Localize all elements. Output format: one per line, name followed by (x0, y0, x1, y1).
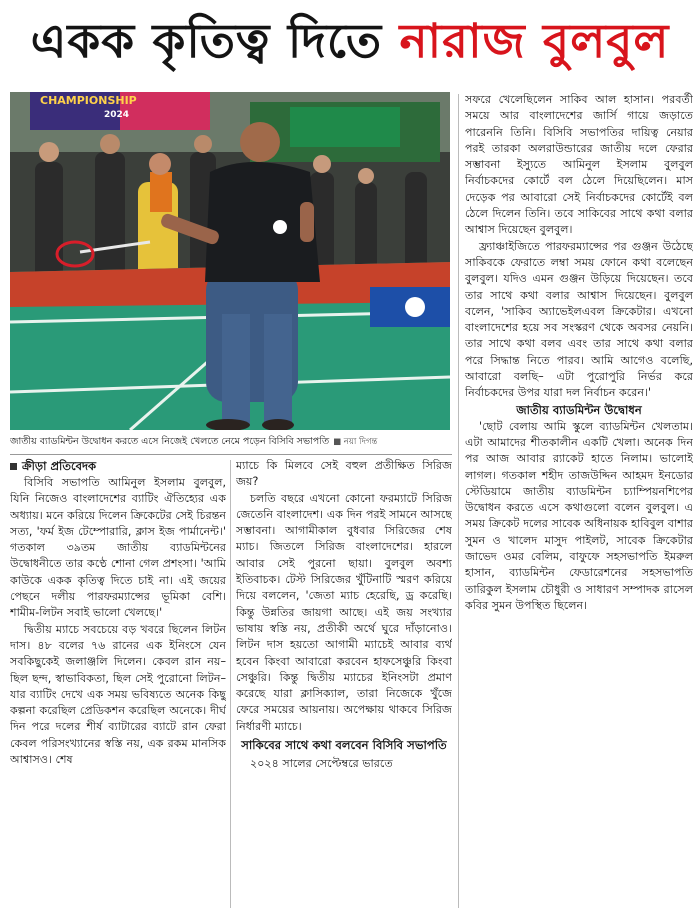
bullet-square-icon (10, 463, 17, 470)
photo-caption (10, 432, 452, 452)
paragraph: চলতি বছরে এখনো কোনো ফরম্যাটে সিরিজ জেতেনি বাংলাদেশ। এক দিন পরই সামনে আসছে সম্ভাবনা। আগামীকাল বুধবার সিরিজের শেষ ম্যাচ। জিতলে সিরিজ বাংলাদেশের। হারলে আবার সেই পুরনো ছায়া। বুলবুল অবশ্য ইতিবাচক। টেস্ট সিরিজের খুঁটিনাটি স্মরণ করিয়ে দিয়ে বললেন, 'জেতা ম্যাচ হেরেছি, ড্র করেছি। কিন্তু উন্নতির জায়গা আছে। এই জয় সংখ্যার ভাষায় স্বস্তি নয়, প্রতীকী অর্থে ঘুরে দাঁড়ানোও। লিটন দাস হয়তো আগামী ম্যাচেই আবার ব্যর্থ হবেন কিংবা আবারো করবেন হাফসেঞ্চুরি কিংবা সেঞ্চুরি। কিন্তু দ্বিতীয় ম্যাচের ইনিংসটা প্রমাণ করেছে যারা ক্লাসিক্যাল, তারা নিজেকে খুঁজে ফেরে সময়ের আয়নায়। অপেক্ষায় থাকবে সিরিজ নির্ধারণী ম্যাচে। (236, 491, 452, 733)
paragraph: 'ছোট বেলায় আমি স্কুলে ব্যাডমিন্টন খেলতাম। এটা আমাদের শীতকালীন একটি খেলা। অনেক দিন পর আজ আবার র‌্যাকেট হাতে নিলাম। ভালোই লাগল। গতকাল শহীদ তাজউদ্দিন আহমদ ইনডোর স্টেডিয়ামে জাতীয় ব্যাডমিন্টন চ্যাম্পিয়নশিপের উদ্বোধন করতে এসে কথাগুলো বলেন বুলবুল। এ সময় ক্রিকেট দলের সাবেক অধিনায়ক হাবিবুল বাশার সুমন ও খালেদ মাসুদ পাইলট, সাবেক ক্রিকেটার জাভেদ ওমর বেলিম, বাফুফে সহসভাপতি ইমরুল হাসান, ব্যাডমিন্টন ফেডারেশনের সহসভাপতি তারিকুল ইসলাম চৌধুরী ও সাধারণ সম্পাদক রাসেল কবির সুমন উপস্থিত ছিলেন। (465, 419, 693, 612)
subheading-shakib: সাকিবের সাথে কথা বলবেন বিসিবি সভাপতি (241, 738, 447, 753)
caption-divider (10, 454, 452, 455)
column-divider (458, 94, 459, 908)
headline (0, 0, 700, 84)
headline-part-black: একক কৃতিত্ব দিতে (30, 14, 400, 69)
banner-year: 2024 (104, 110, 130, 120)
article-column-1 (10, 458, 226, 910)
paragraph: দ্বিতীয় ম্যাচে সবচেয়ে বড় খবরে ছিলেন লিটন দাস। ৪৮ বলের ৭৬ রানের এক ইনিংসে যেন সবকিছুকেই জলাঞ্জলি দিলেন। কেবল রান নয়– ছিল ছন্দ, স্বাভাবিকতা, ছিল সেই পুরোনো লিটন– যার ব্যাটিং দেখে এক সময় ভবিষ্যতে অনেক কিছু কল্পনা করেছিল প্রেডিকশন করেছিল অনেকে। দীর্ঘ দিন পরে দলের শীর্ষ ব্যাটারের ব্যাটে রান ফেরা কেবল পরিসংখ্যানের স্বস্তি নয়, এক রকম মানসিক আশ্বাসও। শেষ (10, 622, 226, 767)
subheading-badminton: জাতীয় ব্যাডমিন্টন উদ্বোধন (516, 402, 642, 417)
article-column-3 (465, 92, 693, 910)
byline-text: ক্রীড়া প্রতিবেদক (22, 459, 97, 473)
headline-part-red: নারাজ বুলবুল (399, 14, 670, 69)
news-photo (10, 92, 450, 430)
paragraph: ফ্র্যাঞ্চাইজিতে পারফরম্যান্সের পর গুঞ্জন উঠেছে সাকিবকে ফেরাতে লম্বা সময় ফোনে কথা বলেছেন বুলবুল। যদিও এমন গুঞ্জন উড়িয়ে দিয়েছেন। তবে তার সাথে কথা বলার আশ্বাস দিয়েছেন। বুলবুল বলেন, 'সাকিব অ্যাভেইলএবল ক্রিকেটার। এখনো বাংলাদেশের হয়ে সব সংস্করণ থেকে অবসর নেয়নি। তার সাথে কথা বলব এবং তার সাথে কথা বলার পরে সিদ্ধান্ত নিতে পারব। আমি আগেও বলেছি, আবারো বলছি– এটা পুরোপুরি নির্ভর করে নির্বাচকদের উপর যারা দল নির্বাচন করেন।' (465, 239, 693, 400)
paragraph: ম্যাচে কি মিলবে সেই বহুল প্রতীক্ষিত সিরিজ জয়? (236, 459, 452, 489)
column-divider (230, 460, 231, 908)
photo-credit: ■ নয়া দিগন্ত (333, 437, 378, 447)
byline (10, 458, 226, 475)
caption-text: জাতীয় ব্যাডমিন্টন উদ্বোধন করতে এসে নিজেই খেলতে নেমে পড়েন বিসিবি সভাপতি (10, 436, 330, 447)
banner-text: CHAMPIONSHIP (40, 94, 137, 107)
paragraph: বিসিবি সভাপতি আমিনুল ইসলাম বুলবুল, যিনি নিজেও বাংলাদেশের ব্যাটিং ঐতিহ্যের এক অধ্যায়। মনে করিয়ে দিলেন ক্রিকেটের সেই চিরন্তন সত্য, 'ফর্ম ইজ টেম্পোরারি, ক্লাস ইজ পার্মানেন্ট।' গতকাল ৩৯তম জাতীয় ব্যাডমিন্টনের উদ্বোধনীতে তার কণ্ঠে শোনা গেল প্রশংসা। 'আমি কাউকে একক কৃতিত্ব দিতে চাই না। এই জয়ের পেছনে দলীয় পারফরম্যান্সের ভূমিকা বেশি। শামীম-লিটন সবাই ভালো খেলছে।' (10, 476, 226, 620)
paragraph: ২০২৪ সালের সেপ্টেম্বরে ভারতে (250, 757, 393, 771)
article-column-2 (236, 458, 452, 910)
paragraph: সফরে খেলেছিলেন সাকিব আল হাসান। পরবর্তী সময়ে আর বাংলাদেশের জার্সি গায়ে জড়াতে পারেননি তিনি। বিসিবি সভাপতির দায়িত্ব নেয়ার পরই তারকা অলরাউন্ডারের জাতীয় দলে ফেরার সম্ভাবনা ইস্যুতে আমিনুল ইসলাম বুলবুল নির্বাচকদের কোর্টে বল ঠেলে দিয়েছিলেন। মাস দেড়েক পর আবারো সেই নির্বাচকদের কোর্টেই বল ঠেলে দিলেন তিনি। তবে সাকিবের সাথে কথা বলার আশ্বাস দিয়েছেন বুলবুল। (465, 93, 693, 237)
